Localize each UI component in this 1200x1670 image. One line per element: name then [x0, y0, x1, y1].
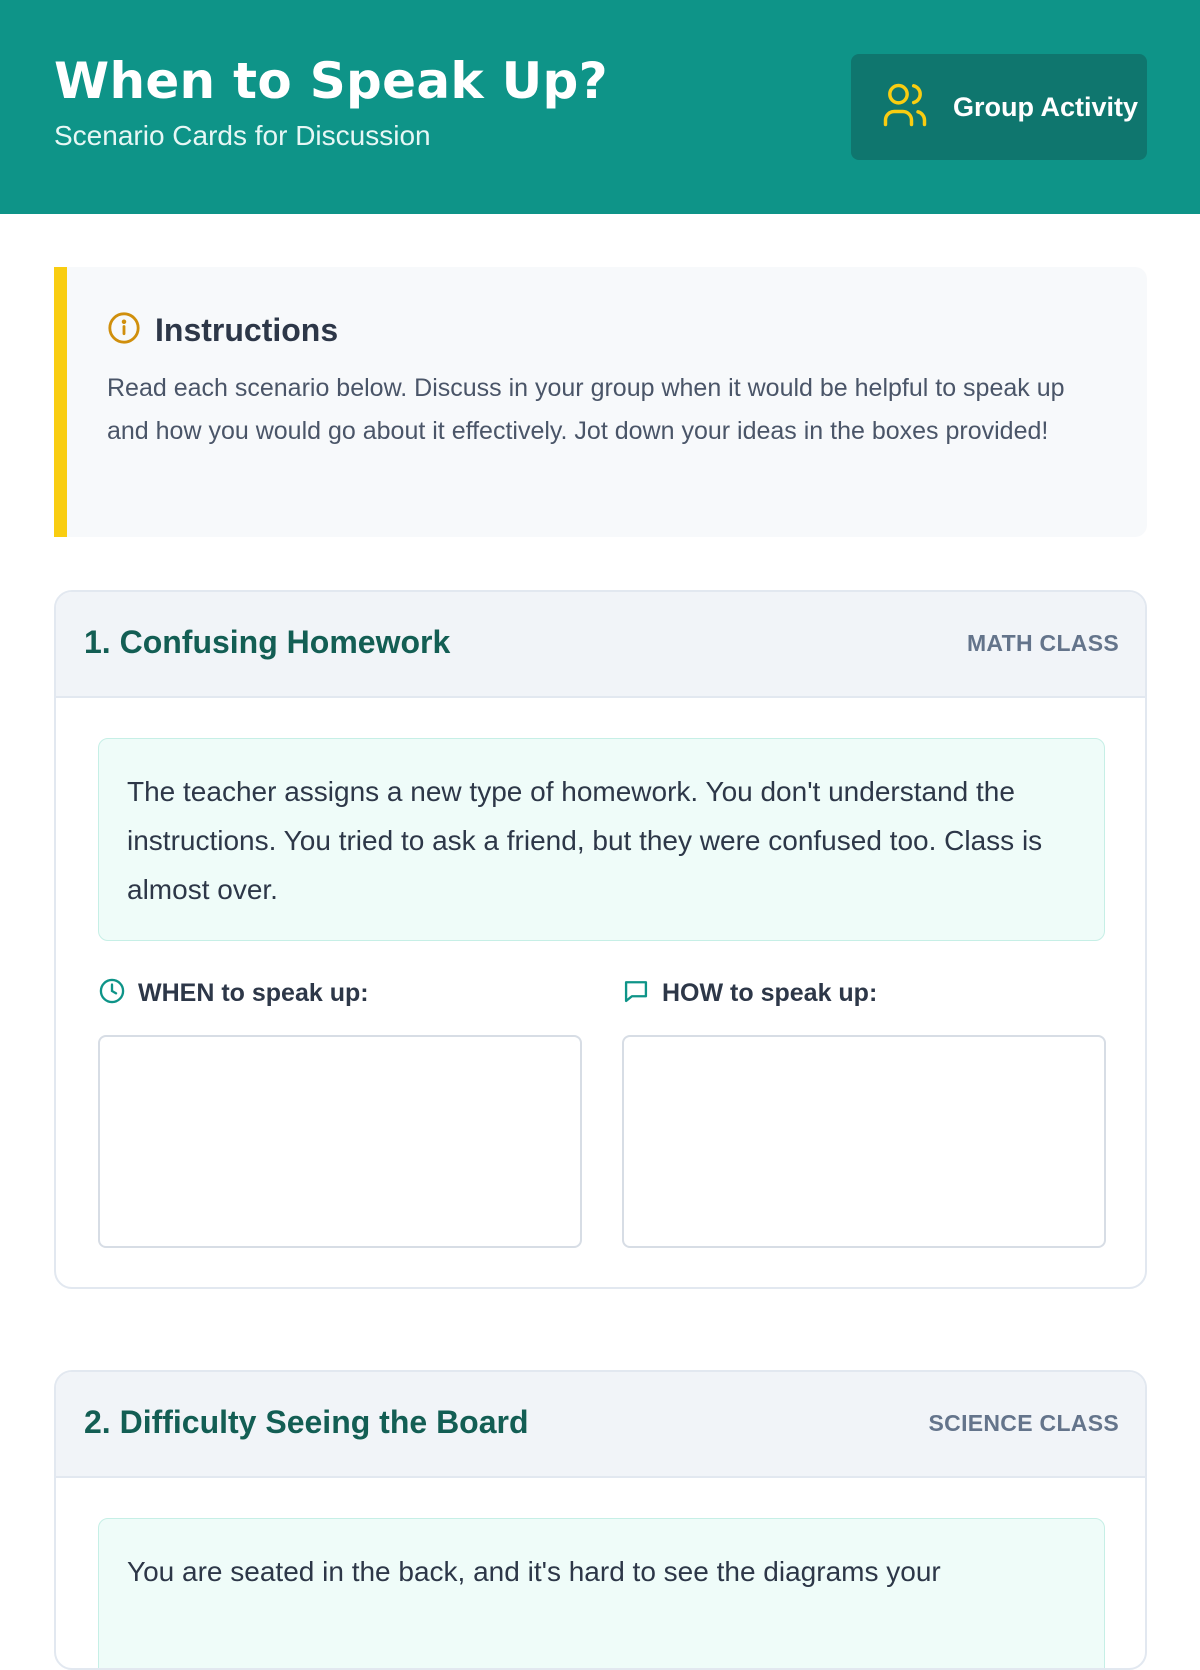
how-answer-box[interactable]: [622, 1035, 1106, 1248]
scenario-subject-tag: SCIENCE CLASS: [928, 1410, 1119, 1436]
page-subtitle: Scenario Cards for Discussion: [54, 120, 431, 151]
chat-bubble-icon: [622, 977, 650, 1010]
info-icon: [107, 311, 141, 350]
instructions-title: Instructions: [155, 312, 339, 348]
scenario-subject-tag: MATH CLASS: [966, 630, 1119, 656]
instructions-panel: [54, 267, 1147, 537]
how-prompt: [622, 977, 877, 1010]
scenario-card-header: [56, 1372, 1145, 1478]
group-activity-badge: [851, 54, 1147, 160]
page-title: When to Speak Up?: [54, 52, 608, 110]
instructions-heading: [107, 311, 338, 350]
scenario-card-header: [56, 592, 1145, 698]
scenario-description: The teacher assigns a new type of homework. You don't understand the instructions. You tried to ask a friend, but they were confused too. Class is almost over.: [98, 738, 1105, 941]
scenario-title: 1. Confusing Homework: [84, 624, 451, 660]
users-icon: [879, 79, 931, 136]
scenario-title: 2. Difficulty Seeing the Board: [84, 1404, 529, 1440]
group-activity-label: Group Activity: [953, 91, 1139, 122]
scenario-description: You are seated in the back, and it's hard to see the diagrams your: [98, 1518, 1105, 1670]
scenario-card: [54, 1370, 1147, 1670]
scenario-card: [54, 590, 1147, 1289]
page-header: [0, 0, 1200, 214]
when-prompt-label: WHEN to speak up:: [138, 979, 369, 1007]
instructions-text: Read each scenario below. Discuss in your group when it would be helpful to speak up and how you would go about it effectively. Jot down your ideas in the boxes provided!: [107, 374, 1065, 445]
clock-icon: [98, 977, 126, 1010]
when-answer-box[interactable]: [98, 1035, 582, 1248]
when-prompt: [98, 977, 369, 1010]
how-prompt-label: HOW to speak up:: [662, 979, 878, 1007]
